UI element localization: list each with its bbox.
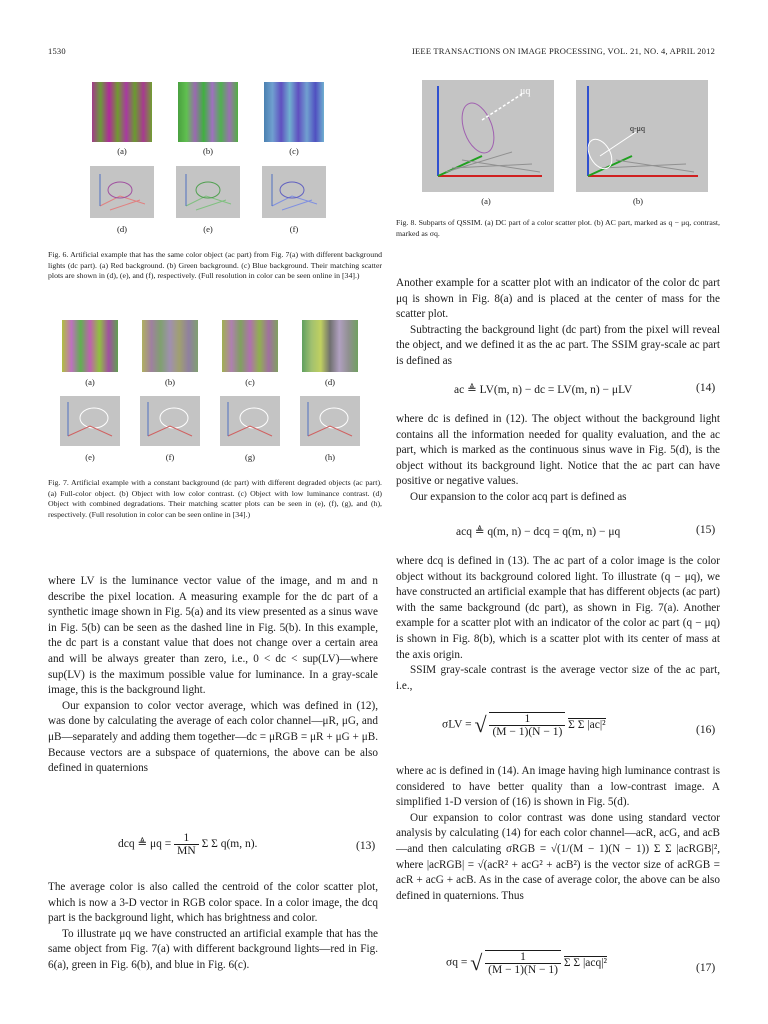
fig7g-scatter (220, 396, 280, 446)
right-paragraph-2: Subtracting the background light (dc part) from the pixel will reveal the object, and we defined it as the ac part. The SSIM gray-scale ac part is defined as (396, 323, 720, 367)
fig7-label-g: (g) (244, 452, 256, 462)
fig6e-scatter (176, 166, 240, 218)
fig7-label-b: (b) (164, 377, 176, 387)
equation-13 (118, 832, 257, 857)
fig8-label-a: (a) (481, 196, 491, 206)
eq17-sum: Σ Σ |acq|² (563, 956, 607, 969)
fig6d-scatter (90, 166, 154, 218)
fig8a-plot (422, 80, 554, 192)
eq13-lhs: dcq ≜ μq = (118, 838, 172, 851)
left-column (48, 574, 378, 777)
eq16-fraction (489, 712, 565, 738)
fig7d-image (302, 320, 358, 372)
eq13-fraction (174, 832, 199, 857)
eq17-number: (17) (696, 962, 716, 974)
fig6-caption: Fig. 6. Artificial example that has the same color object (ac part) from Fig. 7(a) with different background lights (dc part). (a) Red background. (b) Green background. (c) Blue background. Their matching scatter plots are shown in (d), (e), and (f), respectively. (Full resolution in color can be seen online in [34].) (48, 250, 382, 281)
eq17-frac-den: (M − 1)(N − 1) (488, 964, 558, 976)
fig8b-svg (576, 80, 708, 192)
eq13-frac-den: MN (177, 845, 196, 857)
fig6f-scatter (262, 166, 326, 218)
fig8a-svg (422, 80, 554, 192)
fig7b-image (142, 320, 198, 372)
equation-16 (442, 712, 606, 738)
fig6-label-a: (a) (117, 146, 127, 156)
page-number: 1530 (48, 46, 66, 56)
right-column-3 (396, 554, 720, 694)
fig7-label-a: (a) (85, 377, 95, 387)
eq16-number: (16) (696, 724, 716, 736)
right-column-4 (396, 764, 720, 904)
fig7a-image (62, 320, 118, 372)
fig8-label-b: (b) (632, 196, 644, 206)
fig7e-scatter-svg (60, 396, 120, 446)
fig6-label-b: (b) (202, 146, 214, 156)
eq13-frac-num: 1 (174, 832, 199, 845)
eq17-frac-num: 1 (485, 951, 561, 964)
eq17-fraction (485, 950, 561, 976)
fig7-label-e: (e) (85, 452, 95, 462)
eq13-sum: Σ Σ q(m, n). (201, 838, 258, 851)
eq17-lhs: σq = (446, 956, 468, 969)
equation-14: ac ≜ LV(m, n) − dc = LV(m, n) − μLV (454, 384, 633, 396)
fig7-label-h: (h) (324, 452, 336, 462)
right-paragraph-7: where ac is defined in (14). An image having high luminance contrast is considered to have better quality than a low-contrast image. A simplified 1-D version of (16) is shown in Fig. 5(d). (396, 765, 720, 809)
right-paragraph-1: Another example for a scatter plot with an indicator of the color dc part μq is shown in Fig. 8(a) and is placed at the center of mass for the scatter plot. (396, 277, 720, 321)
eq17-sqrt-icon: √ (470, 950, 483, 975)
fig6-label-e: (e) (203, 224, 213, 234)
fig6c-image (264, 82, 324, 142)
fig6d-scatter-svg (90, 166, 154, 218)
fig7f-scatter (140, 396, 200, 446)
fig7-label-c: (c) (245, 377, 255, 387)
eq16-frac-num: 1 (489, 713, 565, 726)
eq15-number: (15) (696, 524, 716, 536)
left-paragraph-3: The average color is also called the centroid of the color scatter plot, which is now a 3-D vector in RGB color space. In a color image, the dcq part is the background light, which has brightness and color. (48, 881, 378, 925)
eq16-sqrt-icon: √ (474, 712, 487, 737)
right-paragraph-3: where dc is defined in (12). The object without the background light contains all the information needed for quality evaluation, and the ac part, which is marked as the continuous sinus wave in Fig. 5(d), is the object without its background light. Notice that the ac part can have positive or negative values. (396, 413, 720, 488)
fig6b-image (178, 82, 238, 142)
fig7g-scatter-svg (220, 396, 280, 446)
left-paragraph-1: where LV is the luminance vector value of the image, and m and n describe the pixel location. A measuring example for the dc part of a synthetic image shown in Fig. 5(a) and its view presented as a sinus wave in Fig. 5(b) can be seen as the dashed line in Fig. 5(b). In this example, the dc part is a constant value that does not change over a certain area and will be always greater than zero, i.e., 0 < dc < sup(LV)—where sup(LV) is the maximum possible value for luminance. In a gray-scale image, this is the background light. (48, 575, 378, 697)
eq16-lhs: σLV = (442, 718, 472, 731)
fig7h-scatter-svg (300, 396, 360, 446)
left-paragraph-2: Our expansion to color vector average, which was defined in (12), was done by calculating the average of each color channel—μR, μG, and μB—separately and adding them together—dc = μRGB = μR + μG + μB. Because vectors are a subspace of quaternions, the above can be also defined in quaternions (48, 699, 378, 775)
right-paragraph-4: Our expansion to the color acq part is defined as (410, 490, 627, 503)
fig7-label-d: (d) (324, 377, 336, 387)
fig6e-scatter-svg (176, 166, 240, 218)
fig6-label-c: (c) (289, 146, 299, 156)
right-paragraph-6: SSIM gray-scale contrast is the average vector size of the ac part, i.e., (396, 664, 720, 692)
left-column-lower (48, 880, 378, 974)
left-paragraph-4: To illustrate μq we have constructed an artificial example that has the same object from Fig. 7(a) with different background lights—red in Fig. 6(a), green in Fig. 6(b), and blue in Fig. 6(c). (48, 927, 378, 971)
equation-17 (446, 950, 607, 976)
equation-15: acq ≜ q(m, n) − dcq = q(m, n) − μq (456, 526, 621, 538)
eq14-number: (14) (696, 382, 716, 394)
right-column-2 (396, 412, 720, 506)
fig8b-plot (576, 80, 708, 192)
right-paragraph-5: where dcq is defined in (13). The ac part of a color image is the color object without its background colored light. To illustrate (q − μq), we have constructed an artificial example that has different objects (ac part) with the same background (dc part), as shown in Fig. 7(a). Another example for a scatter plot with an indicator of the color ac part (q − μq) is shown in Fig. 8(b), which is a scatter plot with its center of mass at the axis origin. (396, 555, 720, 661)
fig6a-image (92, 82, 152, 142)
fig8a-mu-label: μq (520, 86, 531, 97)
eq16-frac-den: (M − 1)(N − 1) (492, 726, 563, 738)
fig8b-q-label: q-μq (630, 124, 645, 133)
fig7-caption: Fig. 7. Artificial example with a constant background (dc part) with different degraded objects (ac part). (a) Full-color object. (b) Object with low color contrast. (c) Object with low luminance contrast. (d) Object with combined degradations. Their matching scatter plots can be seen in (e), (f), (g), and (h), respectively. (Full resolution in color can be seen online in [34].) (48, 478, 382, 519)
journal-header: IEEE TRANSACTIONS ON IMAGE PROCESSING, VOL. 21, NO. 4, APRIL 2012 (412, 46, 716, 56)
fig6-label-f: (f) (289, 224, 299, 234)
right-column (396, 276, 720, 370)
fig6f-scatter-svg (262, 166, 326, 218)
fig7-label-f: (f) (165, 452, 175, 462)
eq13-number: (13) (356, 840, 376, 852)
fig7c-image (222, 320, 278, 372)
fig7f-scatter-svg (140, 396, 200, 446)
eq16-sum: Σ Σ |ac|² (568, 718, 606, 731)
fig8-caption: Fig. 8. Subparts of QSSIM. (a) DC part of a color scatter plot. (b) AC part, marked as q − μq, contrast, marked as σq. (396, 218, 720, 238)
right-paragraph-8: Our expansion to color contrast was done using standard vector analysis by calculating (14) for each color channel—acR, acG, and acB—and then calculating σRGB = √(1/(M − 1)(N − 1)) Σ Σ |acRGB|², where |acRGB| = √(acR² + acG² + acB²) is the vector size of acRGB = acR + acG + acB. As in the case of average color, the above can be also defined in quaternions. Thus (396, 811, 720, 902)
fig7h-scatter (300, 396, 360, 446)
fig7e-scatter (60, 396, 120, 446)
fig6-label-d: (d) (116, 224, 128, 234)
